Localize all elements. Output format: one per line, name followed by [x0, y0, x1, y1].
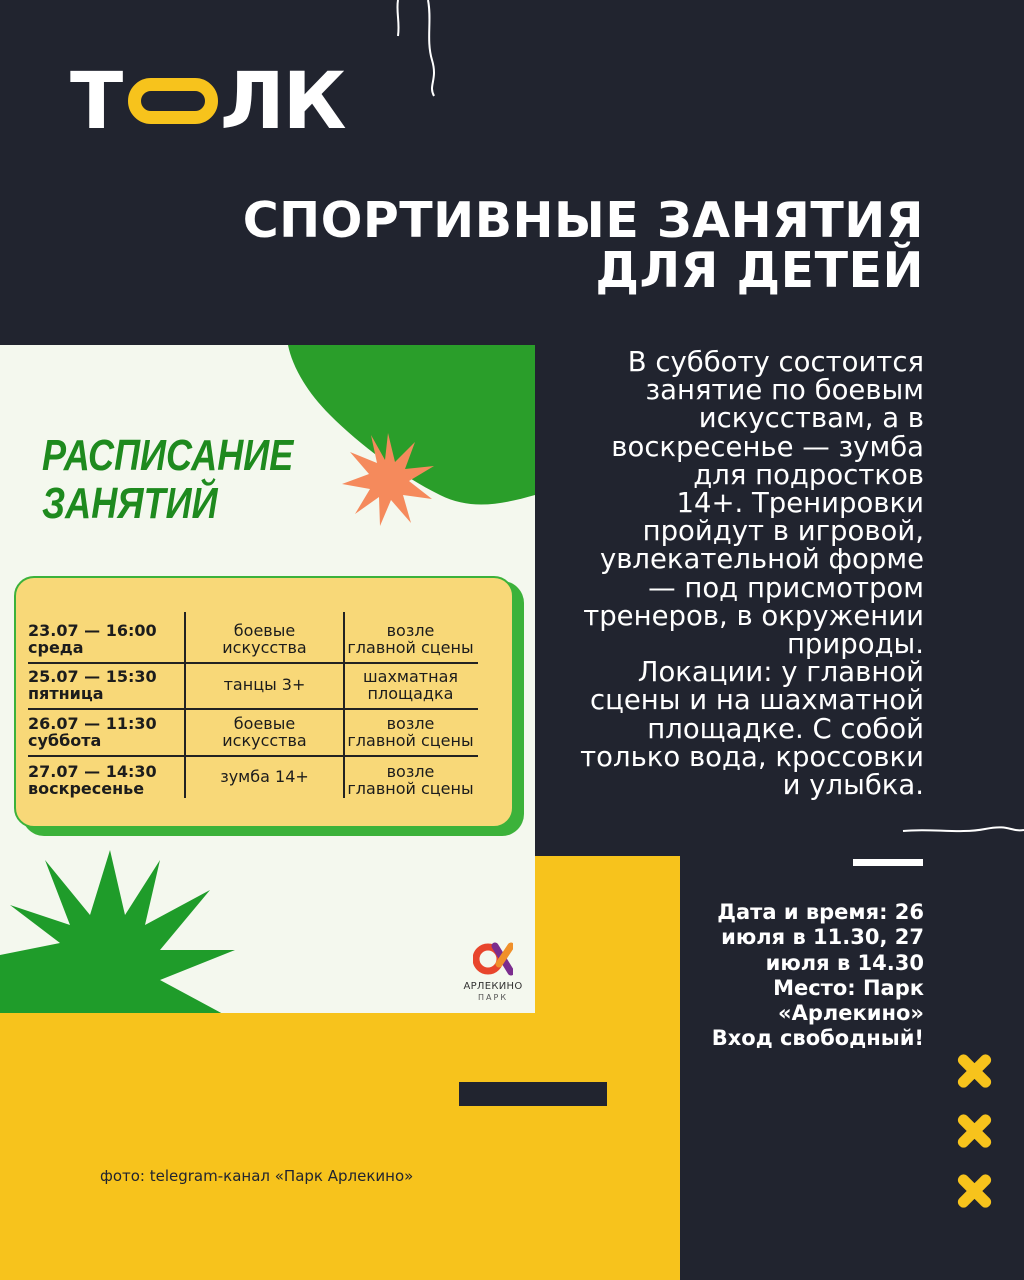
poster-title-line-2: ЗАНЯТИЙ [42, 479, 218, 528]
row-activity: искусства [222, 731, 307, 750]
row-day: среда [28, 638, 84, 657]
tolk-logo [70, 57, 345, 147]
schedule-table [14, 576, 514, 828]
logo-o-pill [128, 78, 218, 124]
park-name: АРЛЕКИНО [463, 981, 523, 992]
article-body [544, 346, 924, 802]
x-mark-icon [956, 1113, 992, 1149]
body-line: природы. [786, 628, 924, 661]
row-place: главной сцены [347, 779, 474, 798]
row-activity: боевые [233, 621, 296, 640]
x-mark-icon [956, 1173, 992, 1209]
row-date: 25.07 — 15:30 [28, 667, 157, 686]
row-place: площадка [367, 684, 454, 703]
row-date: 23.07 — 16:00 [28, 621, 157, 640]
body-line: увлекательной форме [599, 543, 924, 576]
body-line: 14+. Тренировки [676, 487, 924, 520]
event-line: Вход свободный! [711, 1026, 924, 1051]
body-line: только вода, кроссовки [580, 740, 924, 773]
body-line: пройдут в игровой, [642, 515, 924, 548]
table-row-location [343, 763, 478, 797]
body-line: — под присмотром [648, 571, 924, 604]
body-line: Локации: у главной [637, 656, 924, 689]
table-row-date [28, 668, 157, 702]
headline [224, 192, 924, 299]
body-line: тренеров, в окружении [583, 599, 924, 632]
row-place: возле [386, 762, 435, 781]
logo-letters-lk: ЛК [220, 57, 345, 147]
row-activity: зумба 14+ [220, 767, 309, 786]
photo-caption: фото: telegram-канал «Парк Арлекино» [100, 1167, 414, 1185]
body-line: занятие по боевым [645, 374, 924, 407]
row-place: возле [386, 714, 435, 733]
row-place: главной сцены [347, 638, 474, 657]
poster-title-line-1: РАСПИСАНИЕ [42, 431, 294, 480]
table-row-date [28, 622, 157, 656]
black-accent-bar [459, 1082, 607, 1106]
logo-letter-t: Т [70, 57, 122, 147]
row-activity: искусства [222, 638, 307, 657]
table-divider [28, 755, 478, 757]
schedule-poster [0, 345, 535, 1013]
table-row-location [343, 668, 478, 702]
row-activity: боевые [233, 714, 296, 733]
table-divider [28, 662, 478, 664]
row-place: возле [386, 621, 435, 640]
park-sub: ПАРК [478, 993, 508, 1002]
body-line: сцены и на шахматной [590, 684, 924, 717]
table-row-activity [186, 622, 343, 656]
row-day: воскресенье [28, 779, 145, 798]
event-line: июля в 14.30 [765, 950, 924, 975]
event-line: июля в 11.30, 27 [721, 925, 924, 950]
row-date: 27.07 — 14:30 [28, 762, 157, 781]
event-line: Дата и время: 26 [717, 900, 924, 924]
event-line: Место: Парк [773, 975, 924, 1000]
arlekino-park-logo [458, 942, 528, 1003]
table-divider [28, 708, 478, 710]
row-date: 26.07 — 11:30 [28, 714, 157, 733]
x-mark-icon [956, 1053, 992, 1089]
body-line: В субботу состоится [627, 346, 924, 378]
body-line: воскресенье — зумба [611, 430, 924, 463]
row-place: шахматная [363, 667, 458, 686]
table-row-activity [186, 715, 343, 749]
headline-line-2: ДЛЯ ДЕТЕЙ [595, 242, 924, 299]
table-row-date [28, 763, 157, 797]
table-row-location [343, 622, 478, 656]
body-line: для подростков [693, 458, 924, 491]
table-row-activity [186, 768, 343, 785]
table-row-location [343, 715, 478, 749]
poster-title [42, 432, 293, 528]
arlekino-icon [473, 942, 513, 976]
body-line: и улыбка. [782, 769, 924, 802]
event-line: «Арлекино» [778, 1001, 924, 1026]
row-activity: танцы 3+ [223, 675, 306, 694]
divider-bar [853, 859, 923, 866]
row-day: пятница [28, 684, 104, 703]
table-row-activity [186, 676, 343, 693]
table-row-date [28, 715, 157, 749]
row-day: суббота [28, 731, 102, 750]
row-place: главной сцены [347, 731, 474, 750]
headline-line-1: СПОРТИВНЫЕ ЗАНЯТИЯ [242, 192, 924, 249]
body-line: площадке. С собой [647, 712, 924, 745]
body-line: искусствам, а в [698, 402, 924, 435]
